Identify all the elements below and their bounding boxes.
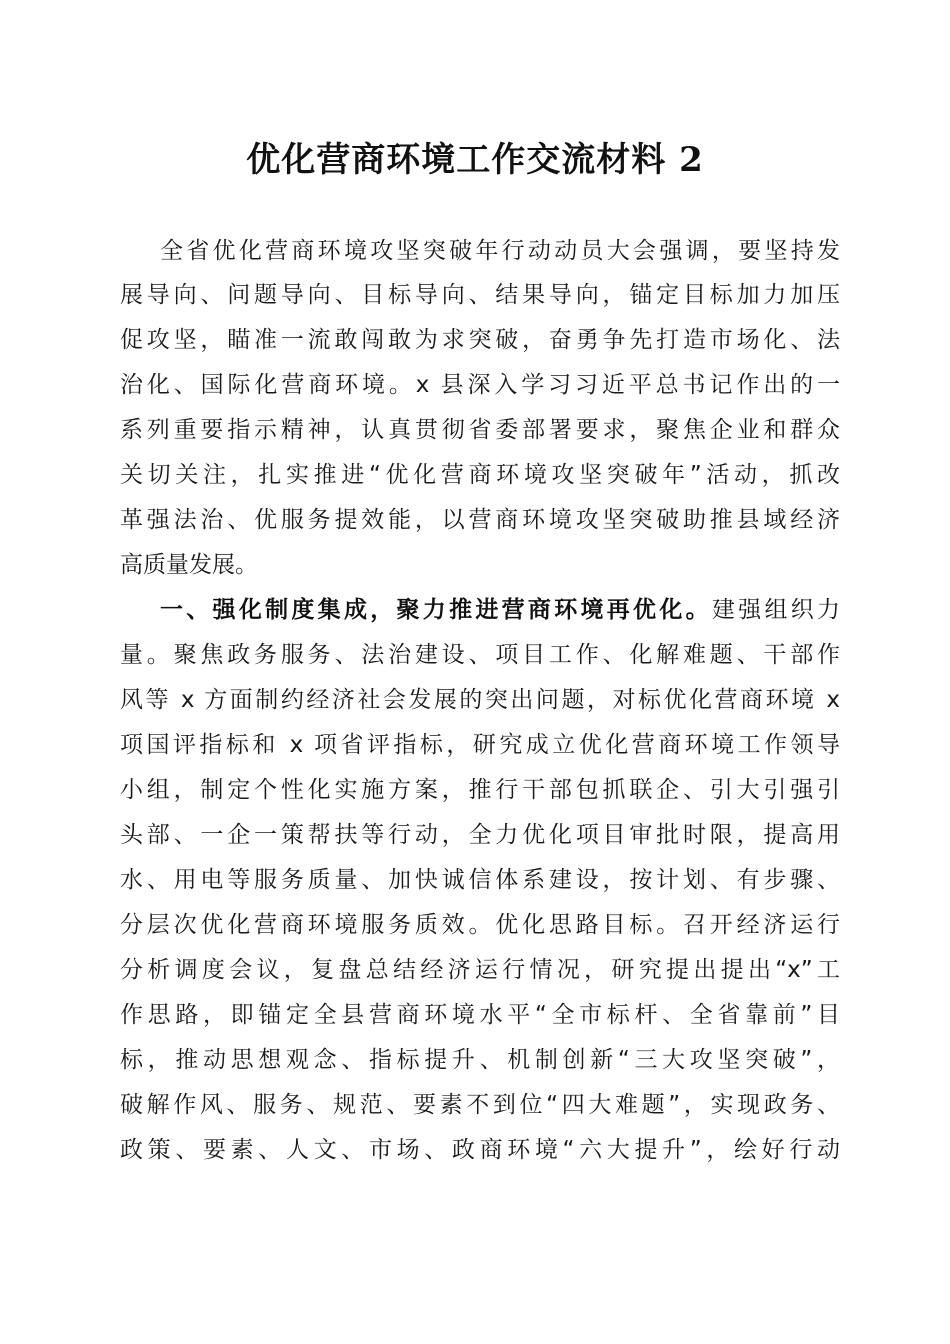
paragraph-line: 作思路，即锚定全县营商环境水平“全市标杆、全省靠前”目 xyxy=(120,1002,840,1028)
paragraph-line: 促攻坚，瞄准一流敢闯敢为求突破，奋勇争先打造市场化、法 xyxy=(120,327,840,353)
section-first-line xyxy=(160,588,840,632)
paragraph-line: 政策、要素、人文、市场、政商环境“六大提升”，绘好行动 xyxy=(120,1137,840,1163)
paragraph-line: 关切关注，扎实推进“优化营商环境攻坚突破年”活动，抓改 xyxy=(120,462,840,488)
paragraph-line: 革强法治、优服务提效能，以营商环境攻坚突破助推县域经济 xyxy=(120,507,840,533)
paragraph-line: 风等 x 方面制约经济社会发展的突出问题，对标优化营商环境 x xyxy=(120,687,840,713)
paragraph-line: 小组，制定个性化实施方案，推行干部包抓联企、引大引强引 xyxy=(120,777,840,803)
paragraph-line: 系列重要指示精神，认真贯彻省委部署要求，聚焦企业和群众 xyxy=(120,417,840,443)
document-title: 优化营商环境工作交流材料 2 xyxy=(246,140,704,180)
paragraph-line: 治化、国际化营商环境。x 县深入学习习近平总书记作出的一 xyxy=(120,372,840,398)
paragraph-line: 高质量发展。 xyxy=(120,552,258,578)
paragraph-line: 头部、一企一策帮扶等行动，全力优化项目审批时限，提高用 xyxy=(120,822,840,848)
section-heading: 一、强化制度集成，聚力推进营商环境再优化。 xyxy=(160,597,712,623)
paragraph-line: 全省优化营商环境攻坚突破年行动动员大会强调，要坚持发 xyxy=(160,238,840,264)
paragraph-line: 分析调度会议，复盘总结经济运行情况，研究提出提出“x”工 xyxy=(120,957,840,983)
paragraph-line: 水、用电等服务质量、加快诚信体系建设，按计划、有步骤、 xyxy=(120,867,840,893)
section-first-line-text: 建强组织力 xyxy=(711,597,841,623)
paragraph-line: 破解作风、服务、规范、要素不到位“四大难题”，实现政务、 xyxy=(120,1092,840,1118)
paragraph-line: 量。聚焦政务服务、法治建设、项目工作、化解难题、干部作 xyxy=(120,642,840,668)
paragraph-line: 标，推动思想观念、指标提升、机制创新“三大攻坚突破”， xyxy=(120,1047,840,1073)
paragraph-line: 分层次优化营商环境服务质效。优化思路目标。召开经济运行 xyxy=(120,912,840,938)
paragraph-line: 项国评指标和 x 项省评指标，研究成立优化营商环境工作领导 xyxy=(120,732,840,758)
paragraph-line: 展导向、问题导向、目标导向、结果导向，锚定目标加力加压 xyxy=(120,282,840,308)
